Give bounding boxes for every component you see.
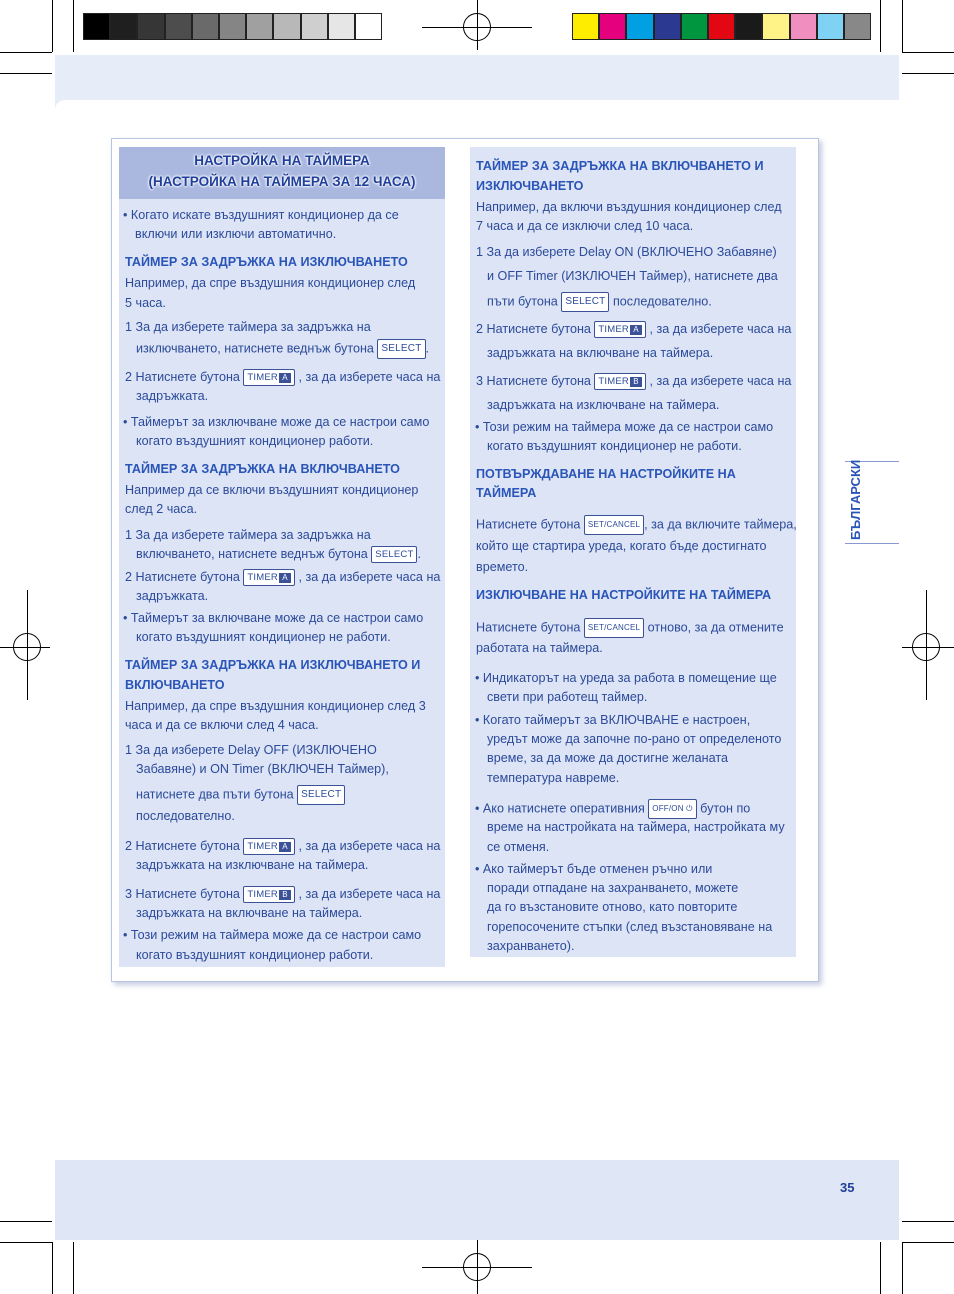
select-button[interactable]: SELECT xyxy=(377,339,425,359)
on-delay-note: • Таймерът за включване може да се настрои само xyxy=(123,611,424,625)
off-on-delay-step1: 1 За да изберете Delay OFF (ИЗКЛЮЧЕНО xyxy=(125,743,377,757)
color-swatch xyxy=(790,13,817,40)
on-off-delay-step1: и OFF Timer (ИЗКЛЮЧЕН Таймер), натиснете два xyxy=(487,269,778,283)
step-text: изключването, натиснете веднъж бутона xyxy=(136,341,374,356)
off-delay-step1: изключването, натиснете веднъж бутона SELECT . xyxy=(136,339,429,359)
cancel-settings-text: работата на таймера. xyxy=(476,641,603,655)
step-text: , за да изберете часа на xyxy=(298,839,441,853)
note-bullet: температура навреме. xyxy=(487,771,620,785)
color-swatch xyxy=(192,13,219,40)
off-on-delay-step1 xyxy=(136,785,345,805)
language-tab-label: БЪЛГАРСКИ xyxy=(848,459,863,540)
confirm-settings-heading: ТАЙМЕРА xyxy=(476,486,537,500)
on-delay-note: когато въздушният кондиционер не работи. xyxy=(136,630,391,644)
note-bullet xyxy=(475,799,750,819)
select-button[interactable]: SELECT xyxy=(371,546,417,563)
off-delay-step1: 1 За да изберете таймера за задръжка на xyxy=(125,320,371,334)
note-bullet: • Ако таймерът бъде отменен ръчно или xyxy=(475,862,713,876)
on-off-delay-note: когато въздушният кондиционер не работи. xyxy=(487,439,742,453)
color-swatch xyxy=(137,13,164,40)
off-delay-heading: ТАЙМЕР ЗА ЗАДРЪЖКА НА ИЗКЛЮЧВАНЕТО xyxy=(125,255,408,269)
note-bullet: поради отпадане на захранването, можете xyxy=(487,881,739,895)
bottom-decor-band xyxy=(55,1160,899,1240)
step-text: • Ако натиснете оперативния xyxy=(475,801,645,816)
note-bullet: • Когато таймерът за ВКЛЮЧВАНЕ е настроен, xyxy=(475,713,751,727)
timer-a-button[interactable]: TIMER A xyxy=(243,569,295,586)
page-number: 35 xyxy=(840,1180,855,1195)
color-swatch xyxy=(762,13,789,40)
off-delay-note: • Таймерът за изключване може да се настрои само xyxy=(123,415,430,429)
off-on-delay-step1: Забавяне) и ON Timer (ВКЛЮЧЕН Таймер), xyxy=(136,762,389,776)
timer-b-button[interactable]: TIMER B xyxy=(243,886,295,903)
step-text: включването, натиснете веднъж бутона xyxy=(136,547,368,561)
step-text: , за да изберете часа на xyxy=(649,374,792,388)
intro-text: • Когато искате въздушният кондиционер да се xyxy=(123,208,399,222)
confirm-settings-text xyxy=(476,515,797,535)
off-delay-example: 5 часа. xyxy=(125,296,166,310)
on-off-delay-step3: задръжката на изключване на таймера. xyxy=(487,398,720,412)
confirm-settings-heading: ПОТВЪРЖДАВАНЕ НА НАСТРОЙКИТЕ НА xyxy=(476,467,736,481)
off-on-delay-heading: ВКЛЮЧВАНЕТО xyxy=(125,678,225,692)
off-on-delay-note: когато въздушният кондиционер работи. xyxy=(136,948,374,962)
step-text: последователно. xyxy=(612,294,712,309)
step-text: натиснете два пъти бутона xyxy=(136,787,294,802)
section-title-line2: (НАСТРОЙКА НА ТАЙМЕРА ЗА 12 ЧАСА) xyxy=(148,174,416,189)
on-off-delay-step2 xyxy=(476,320,791,339)
color-swatch xyxy=(219,13,246,40)
step-text: 2 Натиснете бутона xyxy=(125,370,240,384)
on-off-delay-note: • Този режим на таймера може да се настрои само xyxy=(475,420,774,434)
off-on-delay-step2 xyxy=(125,837,440,856)
timer-a-button[interactable]: TIMER A xyxy=(243,838,295,855)
note-bullet: горепосочените стъпки (след възстановяване на xyxy=(487,920,773,934)
confirm-settings-text: който ще стартира уреда, когато бъде достигнато xyxy=(476,539,767,553)
intro-text: включи или изключи автоматично. xyxy=(135,227,337,241)
color-swatch xyxy=(165,13,192,40)
note-bullet: захранването). xyxy=(487,939,575,953)
color-swatch xyxy=(83,13,110,40)
step-text: 2 Натиснете бутона xyxy=(125,839,240,853)
on-off-delay-step3 xyxy=(476,372,791,391)
note-bullet: време на настройката на таймера, настройката му xyxy=(487,820,785,834)
off-on-delay-note: • Този режим на таймера може да се настрои само xyxy=(123,928,422,942)
select-button[interactable]: SELECT xyxy=(297,785,345,805)
color-swatch xyxy=(654,13,681,40)
note-bullet: уредът може да започне по-рано от определеното xyxy=(487,732,782,746)
color-swatch xyxy=(735,13,762,40)
color-swatch xyxy=(708,13,735,40)
set-cancel-button[interactable]: SET/CANCEL xyxy=(584,618,644,638)
off-on-delay-step2: задръжката на изключване на таймера. xyxy=(136,858,369,872)
color-swatch xyxy=(110,13,137,40)
color-swatch xyxy=(273,13,300,40)
off-delay-step2 xyxy=(125,368,440,387)
on-delay-example: Например да се включи въздушният кондиционер xyxy=(125,483,419,497)
note-bullet: да го възстановите отново, като повторите xyxy=(487,900,738,914)
off-delay-example: Например, да спре въздушния кондиционер след xyxy=(125,276,416,290)
color-swatch xyxy=(355,13,382,40)
step-text: , за да изберете часа на xyxy=(298,370,441,384)
step-text: отново, за да отмените xyxy=(647,620,784,635)
note-bullet: се отменя. xyxy=(487,840,550,854)
off-on-delay-step3: задръжката на включване на таймера. xyxy=(136,906,363,920)
color-swatch xyxy=(328,13,355,40)
step-text: 3 Натиснете бутона xyxy=(476,374,591,388)
section-title-line1: НАСТРОЙКА НА ТАЙМЕРА xyxy=(194,153,370,168)
color-swatch xyxy=(844,13,871,40)
off-on-delay-step1: последователно. xyxy=(136,809,235,823)
note-bullet: време, за да може да достигне желаната xyxy=(487,751,728,765)
on-delay-example: след 2 часа. xyxy=(125,502,198,516)
off-on-delay-example: часа и да се включи след 4 часа. xyxy=(125,718,319,732)
color-swatch xyxy=(301,13,328,40)
on-off-delay-step1: 1 За да изберете Delay ON (ВКЛЮЧЕНО Забавяне) xyxy=(476,245,777,259)
on-off-delay-step2: задръжката на включване на таймера. xyxy=(487,346,714,360)
step-text: пъти бутона xyxy=(487,294,558,309)
on-off-delay-step1 xyxy=(487,292,712,312)
step-text: , за да изберете часа на xyxy=(298,887,441,901)
note-bullet: свети при работещ таймер. xyxy=(487,690,648,704)
cancel-settings-heading: ИЗКЛЮЧВАНЕ НА НАСТРОЙКИТЕ НА ТАЙМЕРА xyxy=(476,588,772,602)
on-delay-step1: 1 За да изберете таймера за задръжка на xyxy=(125,528,371,542)
step-text: , за да изберете часа на xyxy=(649,322,792,336)
power-icon: ⏻ xyxy=(683,804,693,813)
on-delay-step1: включването, натиснете веднъж бутона SELECT . xyxy=(136,545,421,564)
step-text: Натиснете бутона xyxy=(476,517,581,532)
step-text: 2 Натиснете бутона xyxy=(476,322,591,336)
confirm-settings-text: времето. xyxy=(476,560,529,574)
on-delay-heading: ТАЙМЕР ЗА ЗАДРЪЖКА НА ВКЛЮЧВАНЕТО xyxy=(125,462,400,476)
off-on-button[interactable]: OFF/ON ⏻ xyxy=(648,799,696,819)
select-button[interactable]: SELECT xyxy=(561,292,609,312)
color-swatch xyxy=(681,13,708,40)
step-text: 3 Натиснете бутона xyxy=(125,887,240,901)
on-delay-step2 xyxy=(125,568,440,587)
step-text: , за да изберете часа на xyxy=(298,570,441,584)
step-text: Натиснете бутона xyxy=(476,620,581,635)
off-on-delay-heading: ТАЙМЕР ЗА ЗАДРЪЖКА НА ИЗКЛЮЧВАНЕТО И xyxy=(125,658,421,672)
off-delay-step2: задръжката. xyxy=(136,389,209,403)
step-text: бутон по xyxy=(700,801,751,816)
timer-a-button[interactable]: TIMER A xyxy=(243,369,295,386)
color-swatch xyxy=(246,13,273,40)
on-off-delay-example: 7 часа и да се изключи след 10 часа. xyxy=(476,219,694,233)
color-swatch xyxy=(599,13,626,40)
on-off-delay-heading: ИЗКЛЮЧВАНЕТО xyxy=(476,179,584,193)
step-text: , за да включите таймера, xyxy=(644,517,797,532)
off-delay-note: когато въздушният кондиционер работи. xyxy=(136,434,374,448)
on-off-delay-example: Например, да включи въздушния кондиционер след xyxy=(476,200,782,214)
on-off-delay-heading: ТАЙМЕР ЗА ЗАДРЪЖКА НА ВКЛЮЧВАНЕТО И xyxy=(476,159,764,173)
timer-b-button[interactable]: TIMER B xyxy=(594,373,646,390)
note-bullet: • Индикаторът на уреда за работа в помещение ще xyxy=(475,671,777,685)
timer-a-button[interactable]: TIMER A xyxy=(594,321,646,338)
off-on-delay-step3 xyxy=(125,885,440,904)
color-swatch xyxy=(817,13,844,40)
step-text: 2 Натиснете бутона xyxy=(125,570,240,584)
off-on-delay-example: Например, да спре въздушния кондиционер след 3 xyxy=(125,699,426,713)
color-swatch xyxy=(626,13,653,40)
set-cancel-button[interactable]: SET/CANCEL xyxy=(584,515,644,535)
cancel-settings-text xyxy=(476,618,784,638)
color-swatch xyxy=(572,13,599,40)
on-delay-step2: задръжката. xyxy=(136,589,209,603)
